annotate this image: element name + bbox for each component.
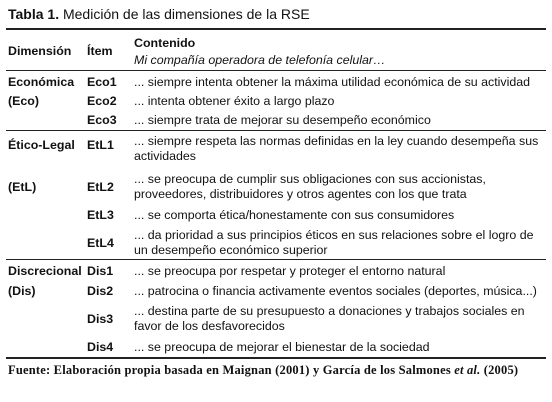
table-row-item: Dis4: [87, 340, 114, 354]
table-row-text: ... siempre respeta las normas definidas en la ley cuando desempeña sus actividades: [134, 134, 539, 163]
table-row-text: ... se preocupa de cumplir sus obligaciones con sus accionistas, proveedores, distribuidores y otros agentes con los que trata: [134, 172, 486, 201]
table-row-text: ... patrocina o financia activamente eventos sociales (deportes, música...): [134, 284, 537, 298]
table-row-item: EtL1: [87, 138, 114, 152]
table-row-item: Eco3: [87, 113, 117, 127]
table-row-item: Dis2: [87, 284, 114, 298]
table-row-text: ... destina parte de su presupuesto a donaciones y trabajos sociales en favor de los desfavorecidos: [134, 304, 525, 333]
bottom-rule: [6, 357, 546, 359]
table-row-item: Dis3: [87, 312, 114, 326]
table-number: Tabla 1.: [8, 6, 60, 22]
table-row-item: EtL3: [87, 208, 114, 222]
source-year: (2005): [480, 363, 519, 377]
table-row-text: ... intenta obtener éxito a largo plazo: [134, 94, 335, 108]
table-row-text: ... siempre trata de mejorar su desempeño económico: [134, 113, 431, 127]
top-rule: [6, 28, 546, 30]
table-row-text: ... siempre intenta obtener la máxima utilidad económica de su actividad: [134, 75, 531, 89]
header-contenido: Contenido: [134, 36, 196, 50]
group-abbr: (Dis): [8, 284, 36, 298]
table-row-item: Dis1: [87, 264, 114, 278]
group-rule: [6, 130, 546, 131]
group-name: Discrecional: [8, 264, 82, 278]
table-caption: Medición de las dimensiones de la RSE: [62, 6, 310, 22]
header-rule: [6, 70, 546, 71]
group-abbr: (EtL): [8, 180, 37, 194]
group-name: Económica: [8, 75, 75, 89]
table-row-item: EtL4: [87, 236, 114, 250]
source-italic: et al.: [454, 363, 481, 377]
source-text: Fuente: Elaboración propia basada en Maignan (2001) y García de los Salmones: [8, 363, 455, 377]
table-row-text: ... se preocupa de mejorar el bienestar de la sociedad: [134, 340, 430, 354]
group-name: Ético-Legal: [8, 138, 75, 152]
table-row-text: ... se comporta ética/honestamente con sus consumidores: [134, 208, 455, 222]
table-row-item: EtL2: [87, 180, 114, 194]
table-row-item: Eco1: [87, 75, 117, 89]
table-row-text: ... se preocupa por respetar y proteger el entorno natural: [134, 264, 446, 278]
table-row-text: ... da prioridad a sus principios éticos en sus relaciones sobre el logro de un desempeño económico superior: [134, 228, 534, 257]
header-subheader: Mi compañía operadora de telefonía celular…: [134, 53, 386, 67]
table-source-note: [8, 363, 544, 379]
header-dimension: Dimensión: [8, 44, 72, 58]
table-title: [8, 6, 310, 22]
table-row-item: Eco2: [87, 94, 117, 108]
group-abbr: (Eco): [8, 94, 39, 108]
group-rule: [6, 259, 546, 260]
header-item: Ítem: [87, 44, 113, 58]
